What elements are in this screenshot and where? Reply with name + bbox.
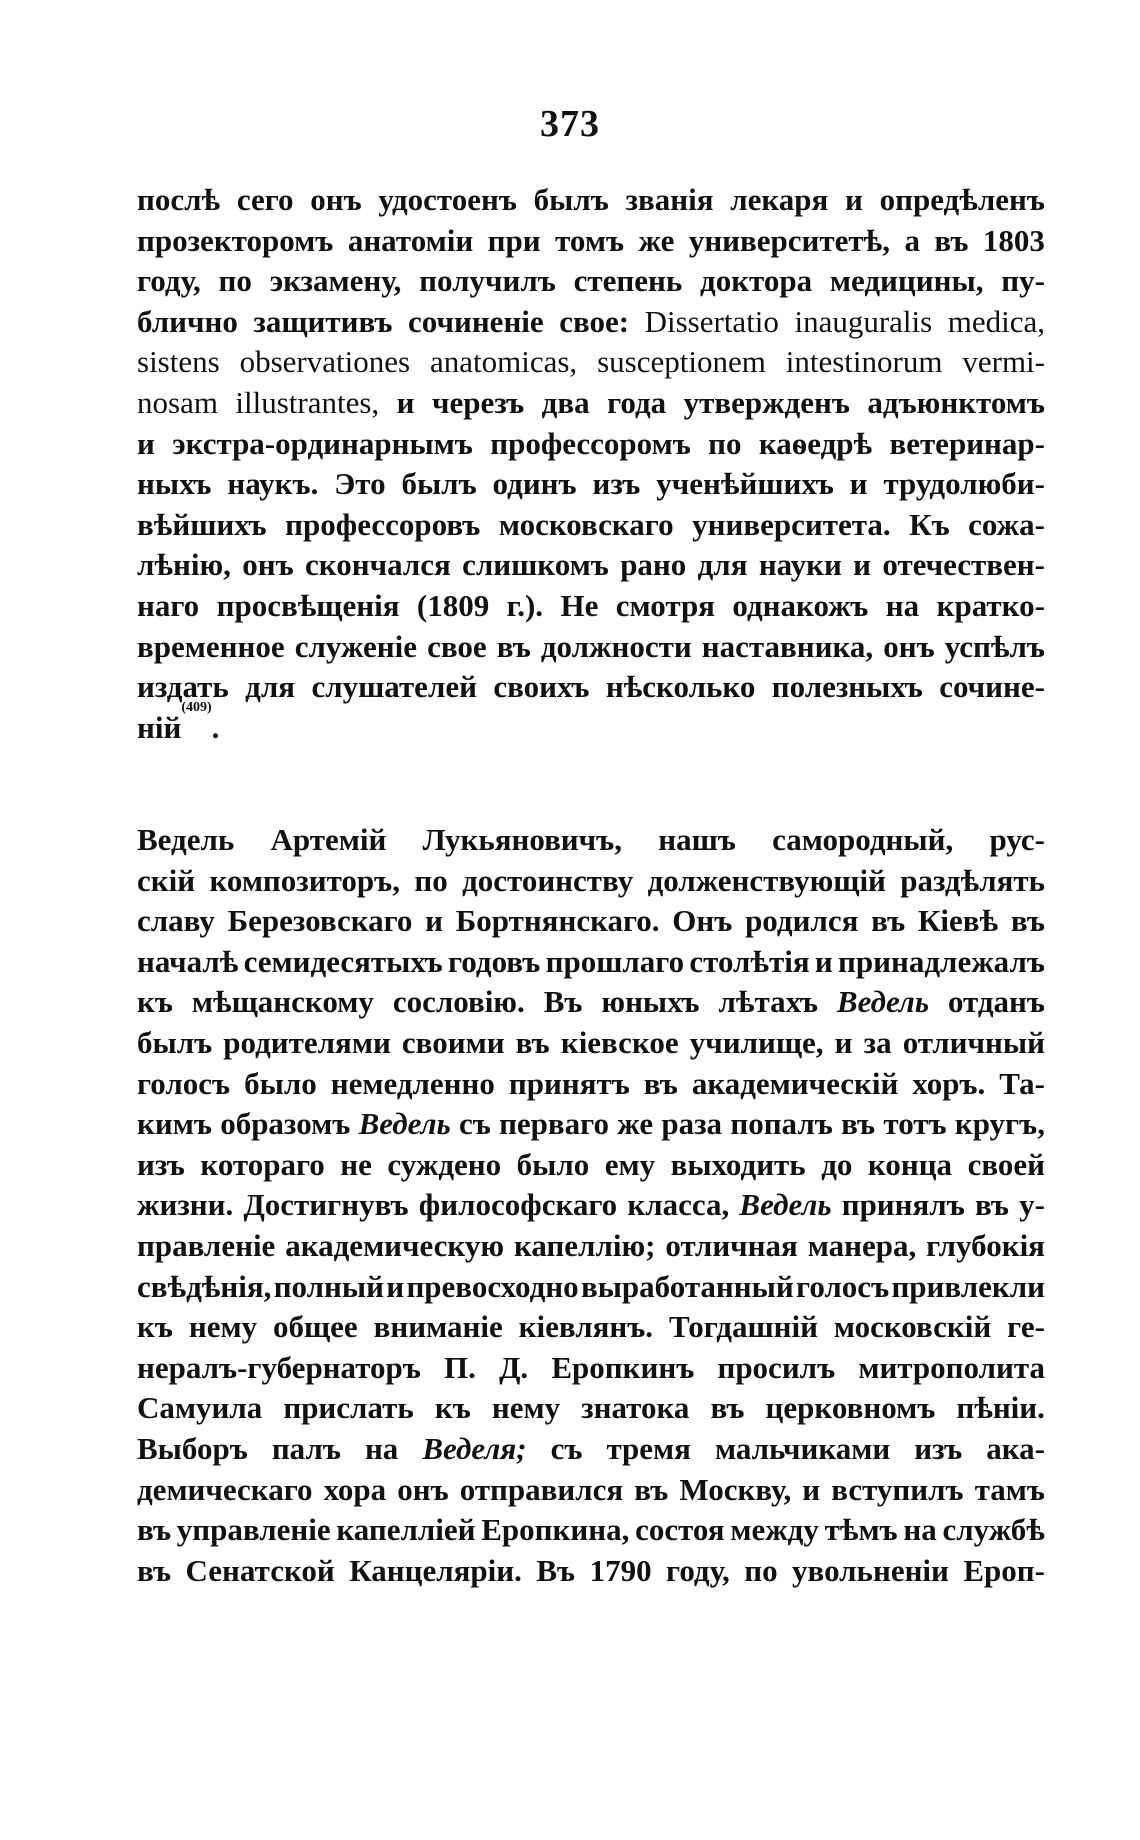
word: было — [516, 1146, 590, 1182]
word: защитивъ — [253, 303, 393, 339]
word: П. — [444, 1349, 476, 1385]
word: хора — [323, 1471, 387, 1507]
word: училище, — [689, 1024, 824, 1060]
word: своихъ — [493, 669, 590, 705]
word: самородный, — [772, 822, 954, 857]
word: просилъ — [717, 1349, 836, 1385]
text-line — [137, 545, 1045, 586]
word: выработанный — [580, 1268, 794, 1304]
word: году, — [666, 1552, 730, 1588]
paragraph-1 — [137, 180, 1045, 748]
word: прозекторомъ — [137, 222, 334, 258]
word: слушателей — [311, 669, 477, 705]
word: митрополита — [858, 1349, 1045, 1385]
text-line — [137, 1307, 1045, 1348]
text-line — [137, 1226, 1045, 1267]
word: своей — [967, 1146, 1045, 1182]
text-line — [137, 1429, 1045, 1470]
text-line — [137, 1267, 1045, 1308]
word: профессоромъ — [490, 425, 691, 461]
word: адъюнктомъ — [867, 384, 1045, 420]
text-line — [137, 667, 1045, 708]
word: былъ — [401, 466, 477, 502]
word: отправился — [459, 1471, 624, 1507]
word: Березовскаго — [227, 903, 413, 939]
text-line — [137, 383, 1045, 424]
word: Dissertatio — [644, 303, 779, 339]
word: ге- — [1007, 1309, 1045, 1345]
word: академическій — [691, 1065, 899, 1101]
entry-name-word: Артемій — [270, 822, 387, 857]
word: анатоміи — [347, 222, 474, 258]
word: образомъ — [220, 1106, 351, 1142]
word: по — [744, 1552, 778, 1588]
word: слишкомъ — [462, 547, 609, 583]
word: началѣ — [137, 943, 239, 979]
word: отданъ — [947, 984, 1045, 1020]
word: Ведель — [739, 1187, 832, 1223]
word: пѣніи. — [956, 1390, 1045, 1426]
word: выходить — [670, 1146, 806, 1182]
word: философскаго — [418, 1187, 618, 1223]
word: illustrantes, — [235, 384, 380, 420]
word: онъ — [242, 547, 294, 583]
word: Еропкина, — [481, 1512, 630, 1548]
word: изъ — [137, 1146, 185, 1182]
text-line — [137, 901, 1045, 942]
word: правленіе — [137, 1227, 276, 1263]
word: кратко- — [936, 587, 1045, 623]
word: лекаря — [730, 182, 829, 217]
word: университетѣ, — [688, 222, 890, 258]
word: Ведель — [358, 1106, 451, 1142]
word: по — [708, 425, 742, 461]
word: класса, — [627, 1187, 730, 1223]
word: званія — [625, 182, 714, 217]
word: съ — [550, 1430, 583, 1466]
word: въ — [137, 1512, 172, 1548]
word: сочиненіе — [408, 303, 544, 339]
line-end: . — [211, 709, 220, 745]
word: Это — [334, 466, 386, 502]
word: medica, — [947, 303, 1045, 339]
word: у- — [1019, 1187, 1045, 1223]
word: въ — [643, 1065, 678, 1101]
word: Тогдашній — [668, 1309, 818, 1345]
word: московскій — [833, 1309, 992, 1345]
word: Самуила — [137, 1390, 263, 1426]
word: своими — [401, 1024, 505, 1060]
word: нему — [491, 1390, 561, 1426]
word: доктора — [700, 263, 813, 299]
word: Сенатской — [185, 1552, 335, 1588]
word: принялъ — [841, 1187, 965, 1223]
word: удостоенъ — [378, 182, 517, 217]
word: однакожъ — [732, 587, 869, 623]
word: за — [863, 1024, 892, 1060]
word: попалъ — [730, 1106, 833, 1142]
word: ныхъ — [137, 466, 212, 502]
word: степень — [573, 263, 683, 299]
word: съ — [458, 1106, 491, 1142]
word: къ — [137, 984, 173, 1020]
word: ака- — [986, 1430, 1045, 1466]
word: блично — [137, 303, 238, 339]
word: композиторъ, — [209, 862, 400, 898]
word: по — [414, 862, 448, 898]
word: было — [244, 1065, 317, 1101]
word: науки — [758, 547, 842, 583]
word: въ — [634, 1471, 669, 1507]
word: знатока — [581, 1390, 690, 1426]
word: общее — [273, 1309, 358, 1345]
word: скій — [137, 862, 196, 898]
word: а — [904, 222, 920, 258]
word: былъ — [137, 1024, 213, 1060]
word: свѣдѣнія, — [137, 1268, 272, 1304]
word: Онъ — [672, 903, 733, 939]
word: Достигнувъ — [243, 1187, 409, 1223]
word: церковномъ — [765, 1390, 936, 1426]
word: сочине- — [939, 669, 1045, 705]
word: тамъ — [974, 1471, 1045, 1507]
first-line-words — [137, 820, 1045, 861]
word: Д. — [499, 1349, 529, 1385]
word: семидесятыхъ — [243, 943, 443, 979]
word: и — [396, 384, 415, 420]
word: перваго — [499, 1106, 609, 1142]
word: Бортнянскаго. — [455, 903, 660, 939]
word: и — [425, 903, 444, 939]
word: превосходно — [406, 1268, 579, 1304]
word: томъ — [555, 222, 625, 258]
word: въ — [710, 1390, 745, 1426]
word: при — [487, 222, 541, 258]
word: въ — [974, 1187, 1009, 1223]
word: успѣлъ — [944, 628, 1045, 664]
word: вниманіе — [373, 1309, 503, 1345]
word: къ — [137, 1309, 173, 1345]
word: тѣмъ — [824, 1512, 898, 1548]
word: службѣ — [942, 1512, 1045, 1548]
word: мальчиками — [714, 1430, 891, 1466]
word: тотъ — [883, 1106, 947, 1142]
word: принадлежалъ — [838, 943, 1045, 979]
word: observationes — [239, 344, 411, 380]
page-number: 373 — [540, 103, 600, 145]
word: юныхъ — [601, 984, 700, 1020]
word: утвержденъ — [683, 384, 850, 420]
word: Ведель — [836, 984, 930, 1020]
word: 1790 — [589, 1552, 652, 1588]
word: inauguralis — [794, 303, 933, 339]
word: наго — [137, 587, 200, 623]
text-line — [137, 942, 1045, 983]
text-line — [137, 505, 1045, 546]
word: палъ — [271, 1430, 341, 1466]
footnote-ref: (409) — [181, 699, 212, 715]
word: просвѣщенія — [216, 587, 400, 623]
word: Къ — [909, 506, 950, 542]
word: же — [617, 1106, 654, 1142]
word: былъ — [533, 182, 609, 217]
word: и — [386, 1268, 405, 1304]
word: не — [340, 1146, 372, 1182]
word: въ — [1010, 903, 1045, 939]
text-line-last — [137, 699, 1045, 749]
word: Въ — [536, 1552, 576, 1588]
word: московскаго — [498, 506, 674, 542]
word: опредѣленъ — [879, 182, 1045, 217]
word: до — [821, 1146, 853, 1182]
word: демическаго — [137, 1471, 313, 1507]
word: раза — [661, 1106, 723, 1142]
text-line — [137, 1388, 1045, 1429]
word: Кіевѣ — [917, 903, 999, 939]
word: онъ — [310, 182, 362, 217]
text-line — [137, 586, 1045, 627]
word: 1803 — [982, 222, 1045, 258]
word: въ — [841, 1106, 876, 1142]
text-line — [137, 424, 1045, 465]
word: долженствующій — [647, 862, 886, 898]
word: на — [885, 587, 920, 623]
word: году, — [137, 263, 201, 299]
word: Не — [560, 587, 599, 623]
word: университета. — [692, 506, 891, 542]
word: наукъ. — [227, 466, 319, 502]
text-line — [137, 180, 1045, 221]
word: жизни. — [137, 1187, 234, 1223]
word: свое — [427, 628, 487, 664]
word: сего — [236, 182, 294, 217]
word: сословію. — [392, 984, 525, 1020]
text-line-first — [137, 820, 1045, 861]
word: для — [245, 669, 296, 705]
word: прошлаго — [545, 943, 685, 979]
text-line — [137, 342, 1045, 383]
word: лѣнію, — [137, 547, 231, 583]
word: ветеринар- — [889, 425, 1045, 461]
word: каѳедрѣ — [758, 425, 873, 461]
word: Въ — [543, 984, 583, 1020]
text-line — [137, 861, 1045, 902]
word: мѣщанскому — [191, 984, 374, 1020]
word: кругъ, — [954, 1106, 1045, 1142]
word: и — [853, 547, 872, 583]
word: академическую — [285, 1227, 505, 1263]
word: и — [834, 1024, 853, 1060]
text-line — [137, 1348, 1045, 1389]
word: родителями — [223, 1024, 391, 1060]
text-line — [137, 261, 1045, 302]
word: онъ — [883, 628, 935, 664]
word: Еропкинъ — [551, 1349, 695, 1385]
word: годовъ — [447, 943, 541, 979]
word: Ероп- — [963, 1552, 1045, 1588]
text-line — [137, 1023, 1045, 1064]
word: онъ — [397, 1471, 449, 1507]
word: издать — [137, 669, 229, 705]
word: хоръ. — [912, 1065, 986, 1101]
word: голосъ — [137, 1065, 231, 1101]
word: капеллію; — [513, 1227, 656, 1263]
word: получилъ — [419, 263, 556, 299]
word: между — [730, 1512, 819, 1548]
text-line — [137, 1064, 1045, 1105]
entry-name-word: Ведель — [137, 822, 235, 857]
word: пу- — [1001, 263, 1045, 299]
word: intestinorum — [785, 344, 943, 380]
word: отечествен- — [882, 547, 1045, 583]
word: для — [697, 547, 748, 583]
word: немедленно — [330, 1065, 495, 1101]
word: въ — [515, 1024, 550, 1060]
word: и — [814, 943, 833, 979]
word: ему — [604, 1146, 656, 1182]
word: славу — [137, 903, 215, 939]
word: нему — [188, 1309, 258, 1345]
word: Москву, — [679, 1471, 792, 1507]
word: временное — [137, 628, 285, 664]
word: г.). — [506, 587, 544, 623]
word: и — [802, 1471, 821, 1507]
word: Выборъ — [137, 1430, 248, 1466]
word: одинъ — [492, 466, 577, 502]
word: послѣ — [137, 182, 221, 217]
paragraph-2 — [137, 820, 1045, 1591]
word: конца — [867, 1146, 953, 1182]
word: и — [845, 182, 863, 217]
word: должности — [540, 628, 692, 664]
word: вступилъ — [831, 1471, 964, 1507]
word: на — [364, 1430, 399, 1466]
word: рано — [620, 547, 687, 583]
word: изъ — [914, 1430, 963, 1466]
word: ученѣйшихъ — [656, 466, 834, 502]
word: vermi- — [962, 344, 1045, 380]
word: изъ — [592, 466, 641, 502]
entry-name-word: Лукьяновичъ, — [422, 822, 622, 857]
text-line — [137, 627, 1045, 668]
word: привлекли — [891, 1268, 1045, 1304]
word: глубокія — [926, 1227, 1045, 1263]
word: отличная — [665, 1227, 798, 1263]
word: черезъ — [431, 384, 525, 420]
word: же — [638, 222, 675, 258]
word: состоя — [635, 1512, 725, 1548]
word: и — [849, 466, 868, 502]
word: sistens — [137, 344, 220, 380]
word: тремя — [606, 1430, 691, 1466]
word: полный — [273, 1268, 384, 1304]
word: экзамену, — [269, 263, 402, 299]
word: медицины, — [829, 263, 984, 299]
word: столѣтія — [689, 943, 810, 979]
word: экстра-ординарнымъ — [172, 425, 473, 461]
word: трудолюби- — [883, 466, 1045, 502]
word: вѣйшихъ — [137, 506, 267, 542]
word: anatomicas, — [429, 344, 578, 380]
word: скончался — [305, 547, 451, 583]
text-line — [137, 1551, 1045, 1592]
word: Веделя; — [422, 1430, 527, 1466]
word: nosam — [137, 384, 218, 420]
word: голосъ — [796, 1268, 890, 1304]
word: кіевлянъ. — [518, 1309, 654, 1345]
word: увольненіи — [792, 1552, 949, 1588]
word: раздѣлять — [900, 862, 1045, 898]
word: полезныхъ — [771, 669, 923, 705]
text-line — [137, 1185, 1045, 1226]
word: въ — [871, 903, 906, 939]
word: котораго — [200, 1146, 325, 1182]
text-line — [137, 982, 1045, 1023]
word: отличный — [902, 1024, 1045, 1060]
word: въ — [137, 1552, 172, 1588]
text-line — [137, 1145, 1045, 1186]
word: Та- — [999, 1065, 1045, 1101]
word: достоинству — [462, 862, 634, 898]
word: къ — [434, 1390, 471, 1426]
word: свое: — [559, 303, 630, 339]
text-line — [137, 1470, 1045, 1511]
word: манера, — [807, 1227, 917, 1263]
line-text: ній — [137, 709, 182, 745]
text-line — [137, 464, 1045, 505]
text-line — [137, 1104, 1045, 1145]
word: прислать — [283, 1390, 414, 1426]
word: нѣсколько — [605, 669, 756, 705]
word: года — [607, 384, 667, 420]
word: susceptionem — [597, 344, 766, 380]
text-line — [137, 1510, 1045, 1551]
word: (1809 — [416, 587, 490, 623]
word: суждено — [387, 1146, 502, 1182]
word: въ — [496, 628, 531, 664]
word: лѣтахъ — [718, 984, 818, 1020]
word: родился — [745, 903, 859, 939]
word: управленіе — [176, 1512, 331, 1548]
word: на — [903, 1512, 937, 1548]
word: въ — [934, 222, 969, 258]
word: кимъ — [137, 1106, 212, 1142]
word: смотря — [615, 587, 715, 623]
word: кіевское — [560, 1024, 679, 1060]
word: нашъ — [658, 822, 736, 857]
word: наставника, — [701, 628, 874, 664]
word: по — [218, 263, 252, 299]
word: два — [541, 384, 590, 420]
word: служеніе — [294, 628, 417, 664]
word: профессоровъ — [285, 506, 481, 542]
word: нералъ-губернаторъ — [137, 1349, 421, 1385]
word: рус- — [989, 822, 1045, 857]
word: капеллiей — [336, 1512, 476, 1548]
word: принятъ — [508, 1065, 630, 1101]
word: сожа- — [968, 506, 1045, 542]
text-line — [137, 302, 1045, 343]
word: и — [137, 425, 155, 461]
text-line — [137, 221, 1045, 262]
word: Канцеляріи. — [349, 1552, 522, 1588]
